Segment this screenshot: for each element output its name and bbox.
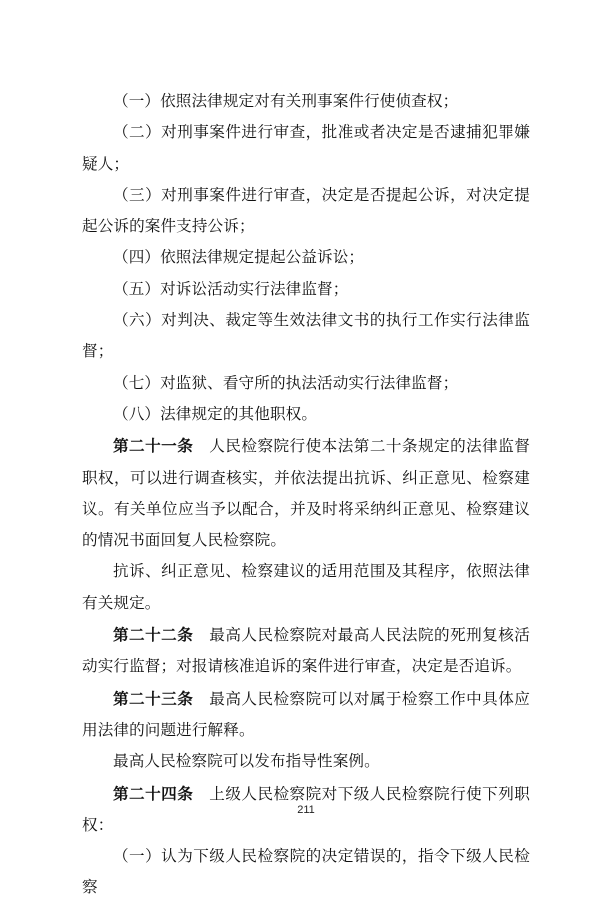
article-24-item-1: （一）认为下级人民检察院的决定错误的，指令下级人民检察 bbox=[82, 847, 530, 897]
article-23-paragraph-2: 最高人民检察院可以发布指导性案例。 bbox=[113, 752, 380, 771]
list-item-4: （四）依照法律规定提起公益诉讼； bbox=[113, 248, 365, 267]
page-number: 211 bbox=[297, 804, 315, 816]
list-item-2: （二）对刑事案件进行审查，批准或者决定是否逮捕犯罪嫌疑人； bbox=[82, 123, 530, 173]
article-23 bbox=[82, 683, 530, 747]
article-text: 人民检察院行使本法第二十条规定的法律监督职权，可以进行调查核实，并依法提出抗诉、纠正意见、检察建议。有关单位应当予以配合，并及时将采纳纠正意见、检察建议的情况书面回复人民检察院。 bbox=[82, 437, 530, 550]
article-number: 第二十四条 bbox=[113, 783, 194, 803]
list-item-8: （八）法律规定的其他职权。 bbox=[113, 404, 318, 423]
body-text bbox=[82, 86, 530, 904]
article-number: 第二十一条 bbox=[113, 436, 194, 456]
list-item-3: （三）对刑事案件进行审查，决定是否提起公诉，对决定提起公诉的案件支持公诉； bbox=[82, 185, 530, 236]
list-item-5: （五）对诉讼活动实行法律监督； bbox=[113, 279, 349, 298]
article-text: 最高人民检察院可以对属于检察工作中具体应用法律的问题进行解释。 bbox=[82, 689, 530, 739]
article-21-paragraph-2: 抗诉、纠正意见、检察建议的适用范围及其程序，依照法律有关规定。 bbox=[82, 562, 530, 612]
list-item-7: （七）对监狱、看守所的执法活动实行法律监督； bbox=[113, 373, 459, 392]
article-number: 第二十三条 bbox=[113, 688, 194, 708]
list-item-1: （一）依照法律规定对有关刑事案件行使侦查权； bbox=[113, 92, 459, 110]
article-21 bbox=[82, 430, 530, 556]
article-number: 第二十二条 bbox=[113, 625, 194, 645]
article-22 bbox=[82, 619, 530, 683]
article-text: 最高人民检察院对最高人民法院的死刑复核活动实行监督；对报请核准追诉的案件进行审查，决定是否追诉。 bbox=[82, 626, 530, 676]
list-item-6: （六）对判决、裁定等生效法律文书的执行工作实行法律监督； bbox=[82, 311, 530, 361]
article-text: 上级人民检察院对下级人民检察院行使下列职权： bbox=[82, 784, 530, 834]
